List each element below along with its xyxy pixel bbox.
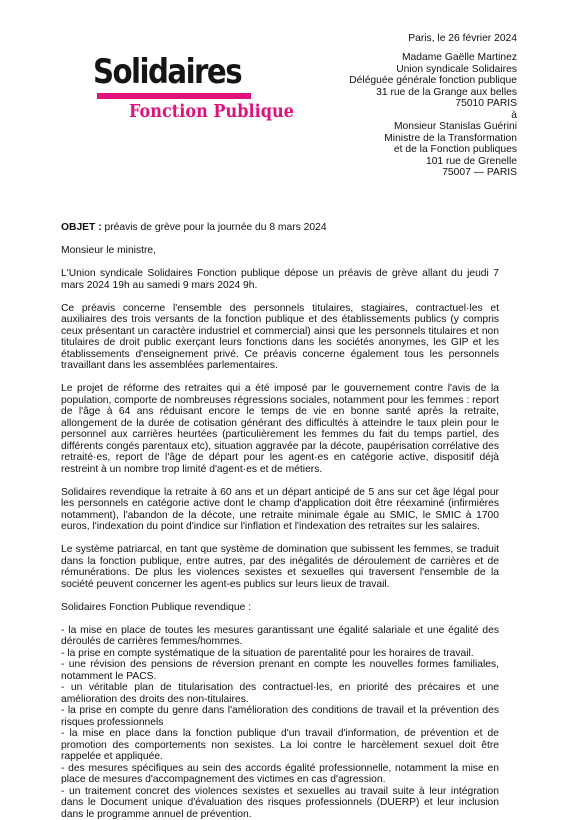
- list-item: - un véritable plan de titularisation des contractuel·les, en priorité des précaires et une amélioration des droits des non-titulaires.: [61, 682, 499, 705]
- paragraph: Solidaires revendique la retraite à 60 ans et un départ anticipé de 5 ans sur cet âge légal pour les personnels en catégorie active dont le champ d'application doit être réexaminé (infirmières notamment), l'abandon de la décote, une retraite minimale égale au SMIC, le SMIC à 1700 euros, l'indexation du point d'indice sur l'inflation et l'indexation des retraites sur les salaires.: [61, 487, 499, 533]
- paragraph: Le système patriarcal, en tant que système de domination que subissent les femmes, se traduit dans la fonction publique, entre autres, par des inégalités de déroulement de carrières et de rémunérations. De plus les violences sexistes et sexuelles qui traversent l'ensemble de la société peuvent concerner les agent-es publics sur leurs lieux de travail.: [61, 544, 499, 590]
- address-line: 101 rue de Grenelle: [349, 156, 517, 168]
- list-item: - des mesures spécifiques au sein des accords égalité professionnelle, notamment la mise en place de mesures d'accompagnement des victimes en cas d'agression.: [61, 763, 499, 786]
- paragraph: Ce préavis concerne l'ensemble des personnels titulaires, stagiaires, contractuel·les et auxiliaires des trois versants de la fonction publique et des établissements publics (y compris ceux présentant un caractère industriel et commercial) ainsi que les personnels titulaires et non titulaires de droit public exerçant leurs fonctions dans les sociétés anonymes, les GIP et les établissements d'enseignement privé. Ce préavis concerne également tous les personnels travaillant dans les assemblées parlementaires.: [61, 303, 499, 372]
- address-line: à: [349, 110, 517, 122]
- address-line: Ministre de la Transformation: [349, 133, 517, 145]
- logo-wordmark: Solidaires: [93, 52, 241, 92]
- address-line: Union syndicale Solidaires: [349, 64, 517, 76]
- logo-subtitle: Fonction Publique: [129, 101, 294, 123]
- paragraph: Le projet de réforme des retraites qui a été imposé par le gouvernement contre l'avis de la population, comporte de nombreuses régressions sociales, notamment pour les femmes : report de l'âge à 64 ans réduisant encore le temps de vie en bonne santé après la retraite, allongement de la durée de cotisation générant des difficultés à atteindre le taux plein pour le personnel aux carrières heurtées (particulièrement les femmes du fait du temps partiel, des différents congés parentaux etc), situation aggravée par la décote, paupérisation corrélative des retraité·es, report de l'âge de départ pour les agent·es en catégorie active, dispositif déjà restreint à un nombre trop limité d'agent·es et de métiers.: [61, 383, 499, 475]
- list-item: - la prise en compte du genre dans l'amélioration des conditions de travail et la prévention des risques professionnels: [61, 705, 499, 728]
- salutation: Monsieur le ministre,: [61, 245, 499, 257]
- list-item: - la mise en place de toutes les mesures garantissant une égalité salariale et une égalité des déroulés de carrières femmes/hommes.: [61, 625, 499, 648]
- address-line: Monsieur Stanislas Guérini: [349, 121, 517, 133]
- address-line: Madame Gaëlle Martinez: [349, 52, 517, 64]
- address-line: Déléguée générale fonction publique: [349, 75, 517, 87]
- letter-body: [61, 222, 499, 820]
- subject-text: préavis de grève pour la journée du 8 mars 2024: [102, 222, 327, 233]
- subject-line: [61, 222, 499, 234]
- list-item: - une révision des pensions de réversion prenant en compte les nouvelles formes familiales, notamment le PACS.: [61, 659, 499, 682]
- list-item: - la prise en compte systématique de la situation de parentalité pour les horaires de travail.: [61, 648, 499, 660]
- address-line: 75007 — PARIS: [349, 167, 517, 179]
- solidaires-logo: [93, 52, 258, 130]
- address-line: 31 rue de la Grange aux belles: [349, 87, 517, 99]
- logo-accent-bar: [97, 93, 251, 99]
- paragraph: L'Union syndicale Solidaires Fonction publique dépose un préavis de grève allant du jeudi 7 mars 2024 19h au samedi 9 mars 2024 9h.: [61, 268, 499, 291]
- paragraph: Solidaires Fonction Publique revendique :: [61, 602, 499, 614]
- subject-label: OBJET :: [61, 222, 102, 233]
- address-line: et de la Fonction publiques: [349, 144, 517, 156]
- demands-list: [61, 625, 499, 820]
- list-item: - la mise en place dans la fonction publique d'un travail d'information, de prévention et de promotion des comportements non sexistes. La loi contre le harcèlement sexuel doit être rappelée et appliquée.: [61, 728, 499, 763]
- letter-date: Paris, le 26 février 2024: [408, 33, 517, 44]
- address-block: [349, 52, 517, 179]
- list-item: - un traitement concret des violences sexistes et sexuelles au travail suite à leur intégration dans le Document unique d'évaluation des risques professionnels (DUERP) et leur inclusion dans le programme annuel de prévention.: [61, 786, 499, 820]
- address-line: 75010 PARIS: [349, 98, 517, 110]
